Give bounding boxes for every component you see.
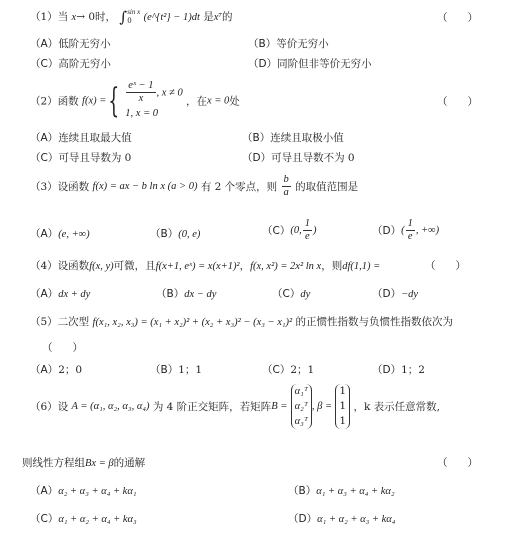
matrix-row: 1: [339, 385, 347, 397]
option-label: （C）: [272, 288, 301, 300]
option-label: （C）: [262, 364, 291, 376]
fraction-denominator: x: [138, 93, 144, 104]
option-text: 2；0: [58, 364, 83, 376]
stem-text: 的取值范围是: [295, 181, 359, 193]
stem-text: 时，: [95, 11, 117, 23]
stem-text: 设函数: [57, 260, 90, 272]
option-text: α₁ + α₃ + α₄ + kα₂: [316, 486, 395, 497]
question-4-stem: [30, 258, 380, 273]
question-number: （2）: [30, 95, 58, 108]
case-row: 1, x = 0: [125, 108, 159, 119]
option-d[interactable]: [372, 362, 425, 377]
option-d[interactable]: [372, 218, 439, 243]
option-c[interactable]: [272, 286, 310, 301]
option-c[interactable]: [30, 56, 111, 71]
option-label: （B）: [242, 132, 271, 144]
option-c[interactable]: [262, 218, 316, 243]
option-label: （D）: [372, 364, 402, 376]
option-label: （D）: [372, 288, 402, 300]
question-1-stem: [30, 8, 233, 26]
question-2-stem: [30, 80, 240, 122]
option-text: α₂ + α₃ + α₄ + kα₁: [58, 486, 137, 497]
stem-text: 处: [229, 95, 240, 108]
option-label: （A）: [30, 364, 59, 376]
option-a[interactable]: [30, 130, 132, 145]
math-expr: f(x, x²) = 2x² ln x: [250, 261, 322, 272]
question-number: （4）: [30, 260, 58, 272]
math-expr: x⁷: [213, 12, 223, 23]
matrix-row: 1: [339, 400, 347, 412]
option-text: α₁ + α₂ + α₄ + kα₃: [58, 514, 137, 525]
math-expr: f(x) =: [82, 95, 107, 107]
brace-symbol: {: [108, 81, 120, 121]
question-number: （3）: [30, 181, 58, 193]
question-6-line2: [22, 455, 145, 470]
option-text: (: [401, 225, 405, 236]
option-a[interactable]: [30, 286, 90, 301]
option-label: （C）: [262, 225, 291, 237]
answer-blank[interactable]: （ ）: [425, 260, 467, 272]
stem-text: ，: [239, 260, 251, 272]
math-expr: f(x+1, eˣ) = x(x+1)²: [155, 261, 240, 272]
option-text: (0,: [290, 225, 302, 236]
option-d[interactable]: [288, 511, 395, 526]
fraction: [282, 174, 291, 199]
answer-blank[interactable]: （ ）: [42, 342, 84, 354]
option-label: （D）: [242, 152, 272, 164]
question-number: （5）: [30, 316, 58, 328]
option-text: , +∞): [415, 225, 440, 236]
option-text: −dy: [401, 289, 419, 300]
option-label: （A）: [30, 132, 59, 144]
stem-text: 则线性方程组: [22, 457, 85, 469]
option-label: （B）: [150, 228, 179, 240]
option-a[interactable]: [30, 483, 137, 498]
option-text: 2；1: [290, 364, 315, 376]
option-label: （D）: [372, 225, 402, 237]
option-c[interactable]: [262, 362, 314, 377]
fraction-denominator: e: [305, 231, 310, 242]
option-label: （B）: [248, 38, 277, 50]
option-label: （C）: [30, 152, 59, 164]
option-label: （D）: [248, 58, 278, 70]
option-a[interactable]: [30, 36, 111, 51]
fraction-numerator: eˣ − 1: [128, 80, 154, 91]
option-text: 1；1: [178, 364, 203, 376]
option-a[interactable]: [30, 226, 90, 241]
option-label: （A）: [30, 485, 59, 497]
option-d[interactable]: [372, 286, 418, 301]
option-label: （A）: [30, 38, 59, 50]
option-a[interactable]: [30, 362, 82, 377]
option-b[interactable]: [150, 226, 200, 241]
stem-text: 当: [57, 11, 69, 23]
option-label: （A）: [30, 228, 59, 240]
fraction: [126, 80, 155, 105]
stem-text: 函数: [57, 95, 79, 108]
option-text: 1；2: [401, 364, 425, 376]
matrix-row: α₂ᵀ: [294, 401, 308, 412]
question-5-stem: [30, 314, 453, 329]
fraction-numerator: 1: [304, 218, 310, 229]
stem-text: 有 2 个零点，则: [200, 181, 278, 193]
vector-beta: [335, 384, 350, 429]
math-expr: f(x) = ax − b ln x (a > 0): [92, 181, 198, 192]
option-b[interactable]: [156, 286, 216, 301]
math-expr: Bx = β: [85, 458, 114, 469]
option-text: 同阶但非等价无穷小: [277, 58, 372, 70]
matrix-b: [291, 384, 312, 429]
answer-blank[interactable]: （ ）: [437, 457, 479, 469]
stem-text: ，k 表示任意常数,: [353, 401, 440, 413]
integral-sign: ∫: [119, 8, 128, 26]
option-label: （C）: [30, 58, 59, 70]
option-label: （C）: [30, 513, 59, 525]
option-d[interactable]: [248, 56, 372, 71]
option-b[interactable]: [150, 362, 202, 377]
option-text: ): [312, 225, 317, 236]
option-text: 连续且取最大值: [58, 132, 132, 144]
math-expr: x = 0: [207, 95, 230, 107]
option-text: α₁ + α₂ + α₃ + kα₄: [317, 514, 396, 525]
math-var: x: [71, 12, 77, 23]
question-number: （1）: [30, 11, 58, 23]
answer-blank[interactable]: （ ）: [437, 12, 479, 24]
integrand: (e^{t²} − 1)dt: [143, 12, 200, 23]
option-b[interactable]: [248, 36, 329, 51]
stem-text: ，则: [321, 260, 343, 272]
stem-text: 设函数: [57, 181, 90, 193]
option-text: (0, e): [178, 229, 201, 240]
option-c[interactable]: [30, 511, 137, 526]
math-expr: → 0: [76, 11, 96, 23]
option-text: 低阶无穷小: [58, 38, 111, 50]
option-b[interactable]: [242, 130, 344, 145]
stem-text: 为 4 阶正交矩阵，若矩阵: [152, 401, 272, 413]
option-text: 等价无穷小: [276, 38, 329, 50]
math-expr: , β =: [311, 401, 333, 412]
option-text: 连续且取极小值: [270, 132, 344, 144]
integral-upper-limit: sin x: [127, 8, 141, 16]
stem-text: 的: [222, 11, 233, 23]
fraction: [406, 218, 415, 243]
fraction: [303, 218, 312, 243]
option-d[interactable]: [242, 150, 355, 165]
option-label: （D）: [288, 513, 318, 525]
stem-text: 是: [203, 11, 214, 23]
stem-text: ，在: [186, 95, 208, 108]
option-text: 可导且导数不为 0: [271, 152, 355, 164]
question-3-stem: [30, 174, 358, 199]
option-label: （A）: [30, 288, 59, 300]
stem-text: 设: [57, 401, 69, 413]
option-label: （B）: [288, 485, 317, 497]
answer-blank[interactable]: （ ）: [437, 96, 479, 108]
fraction-denominator: e: [407, 231, 413, 242]
math-expr: f(x, y): [89, 261, 114, 272]
fraction-numerator: 1: [407, 218, 413, 229]
case-condition: , x ≠ 0: [156, 87, 183, 99]
option-text: 高阶无穷小: [58, 58, 111, 70]
matrix-row: 1: [339, 415, 347, 427]
option-text: dy: [300, 289, 311, 300]
math-expr: B =: [271, 401, 288, 412]
math-expr: df(1,1) =: [342, 261, 381, 272]
matrix-row: α₁ᵀ: [294, 386, 308, 397]
stem-text: 的通解: [113, 457, 146, 469]
matrix-row: α₃ᵀ: [294, 416, 308, 427]
option-text: dx + dy: [58, 289, 91, 300]
stem-text: 的正惯性指数与负惯性指数依次为: [295, 316, 454, 328]
math-expr: A = (α₁, α₂, α₃, α₄): [71, 401, 150, 412]
question-6-stem: [30, 384, 440, 429]
fraction-denominator: a: [283, 187, 289, 198]
math-expr: f(x₁, x₂, x₃) = (x₁ + x₂)² + (x₂ + x₃)² − (x₃ − x₁)²: [92, 317, 293, 328]
option-label: （B）: [150, 364, 179, 376]
option-text: (e, +∞): [58, 229, 90, 240]
option-text: 可导且导数为 0: [58, 152, 132, 164]
option-b[interactable]: [288, 483, 395, 498]
option-label: （B）: [156, 288, 185, 300]
option-text: dx − dy: [184, 289, 217, 300]
option-c[interactable]: [30, 150, 131, 165]
integral-lower-limit: 0: [127, 17, 132, 25]
stem-text: 可微，且: [113, 260, 156, 272]
fraction-numerator: b: [283, 174, 289, 185]
question-number: （6）: [30, 401, 58, 413]
stem-text: 二次型: [57, 316, 90, 328]
piecewise-cases: [125, 80, 182, 122]
